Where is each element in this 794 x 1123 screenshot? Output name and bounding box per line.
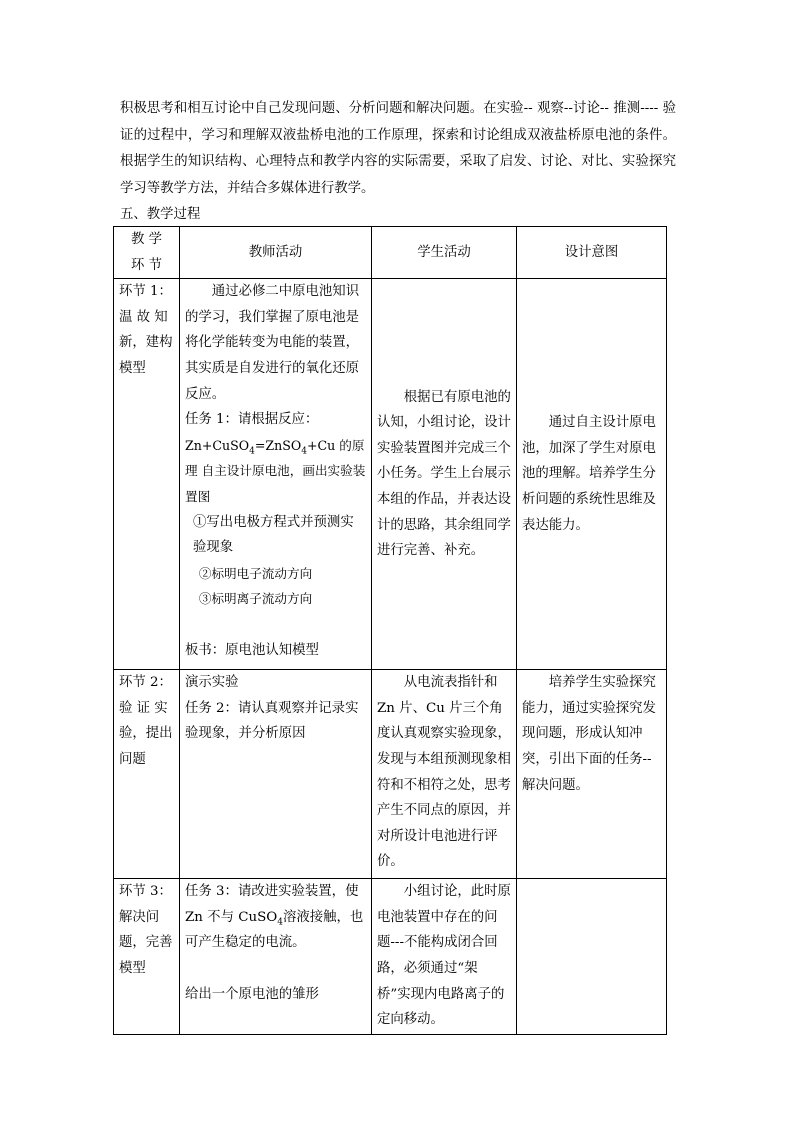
teacher-line-2: 给出一个原电池的雏形	[185, 986, 319, 1002]
teacher-line-2: 任务 2：请认真观察并记录实验现象，并分析原因	[185, 700, 359, 742]
student-cell	[372, 279, 517, 670]
header-stage	[114, 227, 180, 279]
header-stage-line2: 环 节	[130, 257, 163, 273]
header-design: 设计意图	[517, 227, 667, 279]
teacher-intro: 通过必修二中原电池知识的学习，我们掌握了原电池是将化学能转变为电能的装置，其实质是自发进行的氧化还原反应。	[185, 284, 360, 402]
reaction-part-3: +Cu 的原理	[185, 437, 365, 479]
intro-text	[120, 96, 676, 202]
spacer	[185, 956, 366, 982]
header-student: 学生活动	[372, 227, 517, 279]
section-heading: 五、教学过程	[120, 207, 201, 222]
task1-reaction	[185, 433, 366, 510]
table-header-row	[114, 227, 667, 279]
stage-cell: 环节 3：解决问题，完善模型	[114, 879, 180, 1035]
stage-cell: 环节 1：温 故 知新，建构模型	[114, 279, 180, 670]
header-stage-line1: 教 学	[130, 232, 163, 247]
design-text: 通过自主设计原电池，加深了学生对原电池的理解。培养学生分析问题的系统性思维及表达能力。	[522, 415, 656, 533]
task3-part-1: 任务 3：请改进实验装置，使 Zn 不与 CuSO	[185, 884, 359, 925]
teaching-process-table	[113, 226, 667, 1035]
intro-paragraph: 积极思考和相互讨论中自己发现问题、分析问题和解决问题。在实验-- 观察--讨论-- 推测---- 验证的过程中，学习和理解双液盐桥电池的工作原理，探索和讨论组成双液盐桥原电池的条件。根据学生的知识结构、心理特点和教学内容的实际需要，采取了启发、讨论、对比、实验探究学习等教学方法，并结合多媒体进行教学。	[120, 101, 676, 196]
table-row	[114, 879, 667, 1035]
table-row	[114, 670, 667, 879]
task3-sub: 4	[277, 917, 283, 928]
student-cell	[372, 879, 517, 1035]
stage-cell: 环节 2：验 证 实验，提出问题	[114, 670, 180, 879]
reaction-part-2: =ZnSO	[254, 437, 302, 453]
student-text: 从电流表指针和 Zn 片、Cu 片三个角度认真观察实验现象，发现与本组预测现象相符和不相符之处，思考产生不同点的原因，并对所设计电池进行评价。	[377, 675, 511, 870]
task1-item-3: ③标明离子流动方向	[198, 591, 313, 607]
teacher-cell	[180, 670, 372, 879]
board-note: 板书：原电池认知模型	[185, 642, 319, 658]
spacer	[185, 612, 366, 638]
task1-rest: 自主设计原电池，画出实验装置图	[185, 463, 366, 504]
design-cell	[517, 879, 667, 1035]
task3-part-2: 溶液接触，也可产生稳定的电流。	[185, 909, 364, 951]
reaction-sub-1: 4	[249, 446, 255, 457]
student-cell	[372, 670, 517, 879]
teacher-cell	[180, 879, 372, 1035]
task1-label: 任务 1：请根据反应：	[185, 412, 319, 428]
teacher-line-1	[185, 879, 366, 956]
teacher-cell	[180, 279, 372, 670]
task1-item-1: ①写出电极方程式并预测实验现象	[193, 514, 354, 556]
header-teacher: 教师活动	[180, 227, 372, 279]
task1-item-2: ②标明电子流动方向	[198, 565, 313, 581]
student-text: 小组讨论，此时原电池装置中存在的问题---不能构成闭合回路，必须通过“架桥”实现内电路离子的定向移动。	[377, 884, 511, 1028]
student-text: 根据已有原电池的认知，小组讨论，设计实验装置图并完成三个小任务。学生上台展示本组的作品，并表达设计的思路，其余组同学进行完善、补充。	[377, 389, 511, 559]
design-text: 培养学生实验探究能力，通过实验探究发现问题，形成认知冲突，引出下面的任务--解决问题。	[522, 675, 656, 793]
reaction-sub-2: 4	[301, 446, 307, 457]
design-cell	[517, 279, 667, 670]
table-row	[114, 279, 667, 670]
reaction-part-1: Zn+CuSO	[185, 437, 250, 453]
design-cell	[517, 670, 667, 879]
teacher-line-1: 演示实验	[185, 675, 239, 691]
